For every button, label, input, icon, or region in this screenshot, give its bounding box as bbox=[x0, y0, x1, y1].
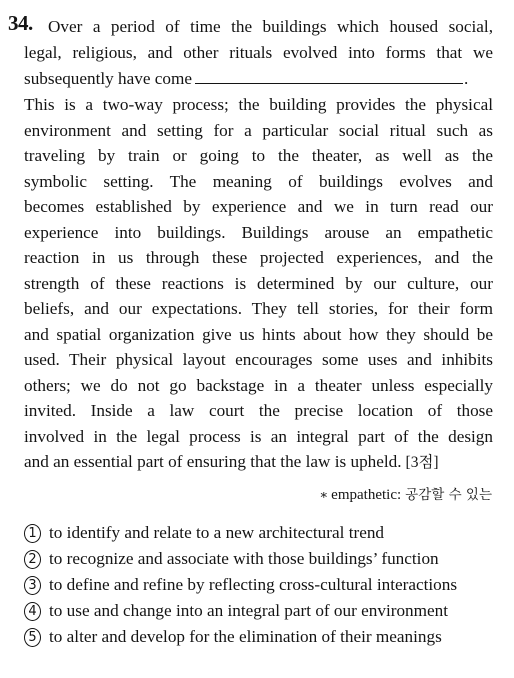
blank-prefix: subsequently have come bbox=[24, 69, 193, 88]
passage-line: legal, religious, and other rituals evolved into forms that we bbox=[24, 43, 493, 62]
blank-suffix: . bbox=[464, 69, 469, 88]
passage-line: and spatial organization give us hints about how they should be bbox=[24, 325, 493, 344]
option-number-circle: 5 bbox=[24, 628, 41, 647]
option-text: to use and change into an integral part of our environment bbox=[49, 601, 449, 620]
passage-line: symbolic setting. The meaning of buildings evolves and bbox=[24, 172, 493, 191]
passage-line: becomes established by experience and we in turn read our bbox=[24, 197, 493, 216]
option-text: to recognize and associate with those buildings’ function bbox=[49, 549, 439, 568]
vocabulary-footnote bbox=[319, 483, 492, 504]
option-number-circle: 2 bbox=[24, 550, 41, 569]
points-badge: [3점] bbox=[405, 454, 439, 471]
passage-line: involved in the legal process is an integral part of the design bbox=[24, 427, 493, 446]
passage-line: others; we do not go backstage in a theater unless especially bbox=[24, 376, 493, 395]
answer-option-1[interactable] bbox=[24, 520, 502, 545]
option-text: to identify and relate to a new architectural trend bbox=[49, 523, 385, 542]
passage-line: used. Their physical layout encourages some uses and inhibits bbox=[24, 350, 493, 369]
passage-line: beliefs, and our expectations. They tell stories, for their form bbox=[24, 299, 493, 318]
footnote-term: empathetic bbox=[331, 487, 397, 503]
passage-line: and an essential part of ensuring that the law is upheld. bbox=[24, 452, 402, 471]
footnote-separator: : bbox=[396, 487, 402, 503]
passage-line: experience into buildings. Buildings arouse an empathetic bbox=[24, 223, 493, 242]
option-text: to alter and develop for the elimination of their meanings bbox=[49, 627, 442, 646]
passage-line: Over a period of time the buildings which housed social, bbox=[48, 17, 493, 36]
footnote-definition: 공감할 수 있는 bbox=[405, 487, 492, 503]
passage-line: reaction in us through these projected experiences, and the bbox=[24, 248, 493, 267]
answer-option-2[interactable] bbox=[24, 546, 502, 571]
passage-line-with-blank bbox=[24, 66, 493, 91]
passage-line: traveling by train or going to the theater, as well as the bbox=[24, 146, 493, 165]
answer-blank bbox=[195, 82, 463, 84]
passage-line: This is a two-way process; the building provides the physical bbox=[24, 95, 493, 114]
passage-line: strength of these reactions is determined by our culture, our bbox=[24, 274, 493, 293]
footnote-marker: ∗ bbox=[319, 487, 329, 502]
passage-line: invited. Inside a law court the precise location of those bbox=[24, 401, 493, 420]
answer-option-5[interactable] bbox=[24, 624, 502, 649]
option-text: to define and refine by reflecting cross-cultural interactions bbox=[49, 575, 458, 594]
passage-line: environment and setting for a particular social ritual such as bbox=[24, 121, 493, 140]
option-number-circle: 4 bbox=[24, 602, 41, 621]
question-number: 34. bbox=[8, 11, 33, 35]
answer-option-3[interactable] bbox=[24, 572, 502, 597]
option-number-circle: 3 bbox=[24, 576, 41, 595]
passage-last-line bbox=[24, 449, 493, 474]
answer-option-4[interactable] bbox=[24, 598, 502, 623]
option-number-circle: 1 bbox=[24, 524, 41, 543]
